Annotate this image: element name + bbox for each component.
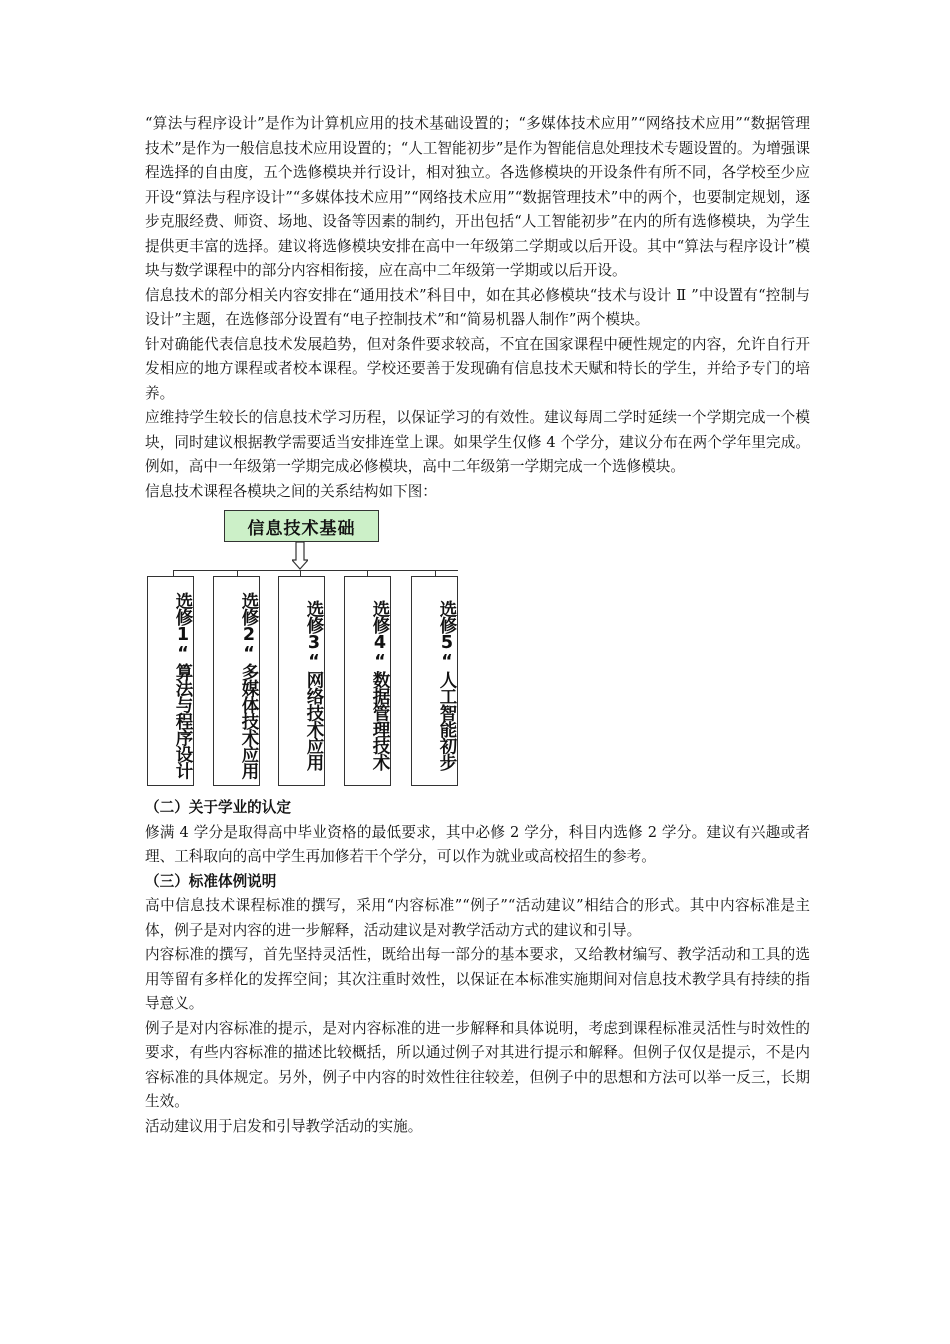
paragraph: 例子是对内容标准的提示，是对内容标准的进一步解释和具体说明，考虑到课程标准灵活性与时效性的要求，有些内容标准的描述比较概括，所以通过例子对其进行提示和解释。但例子仅仅是提示，不是内容标准的具体规定。另外，例子中内容的时效性往往较差，但例子中的思想和方法可以举一反三，长期生效。 — [145, 1019, 810, 1110]
paragraph: 信息技术的部分相关内容安排在“通用技术”科目中，如在其必修模块“技术与设计 Ⅱ ”中设置有“控制与设计”主题，在选修部分设置有“电子控制技术”和“简易机器人制作”两个模块。 — [145, 286, 810, 328]
paragraph: 活动建议用于启发和引导教学活动的实施。 — [145, 1117, 423, 1135]
section-heading: （二）关于学业的认定 — [145, 799, 291, 816]
paragraph: 高中信息技术课程标准的撰写，采用“内容标准”“例子”“活动建议”相结合的形式。其中内容标准是主体，例子是对内容的进一步解释，活动建议是对教学活动方式的建议和引导。 — [145, 897, 810, 939]
module-box-elective-3: 选修3“网络技术应用 — [278, 576, 325, 786]
paragraph: 信息技术课程各模块之间的关系结构如下图： — [145, 482, 437, 500]
paragraph: 应维持学生较长的信息技术学习历程，以保证学习的有效性。建议每周二学时延续一个学期完成一个模块，同时建议根据教学需要适当安排连堂上课。如果学生仅修 4 个学分，建议分布在两个学年里完成。例如，高中一年级第一学期完成必修模块，高中二年级第一学期完成一个选修模块。 — [145, 409, 810, 475]
paragraph: 针对确能代表信息技术发展趋势，但对条件要求较高，不宜在国家课程中硬性规定的内容，允许自行开发相应的地方课程或者校本课程。学校还要善于发现确有信息技术天赋和特长的学生，并给予专门的培养。 — [145, 335, 810, 402]
down-arrow-icon — [292, 542, 308, 570]
connector-line — [173, 570, 458, 571]
paragraph: 修满 4 学分是取得高中毕业资格的最低要求，其中必修 2 学分，科目内选修 2 学分。建议有兴趣或者理、工科取向的高中学生再加修若干个学分，可以作为就业或高校招生的参考。 — [145, 823, 810, 865]
module-box-elective-5: 选修5“人工智能初步 — [411, 576, 458, 786]
diagram-root-box: 信息技术基础 — [224, 510, 379, 542]
document-page — [145, 112, 810, 1139]
paragraph: 内容标准的撰写，首先坚持灵活性，既给出每一部分的基本要求，又给教材编写、教学活动和工具的选用等留有多样化的发挥空间；其次注重时效性，以保证在本标准实施期间对信息技术教学具有持续的指导意义。 — [145, 946, 810, 1012]
module-box-elective-4: 选修4“数据管理技术 — [344, 576, 391, 786]
module-box-elective-1: 选修1“算法与程序设计 — [147, 576, 194, 786]
paragraph: “算法与程序设计”是作为计算机应用的技术基础设置的；“多媒体技术应用”“网络技术应用”“数据管理技术”是作为一般信息技术应用设置的；“人工智能初步”是作为智能信息处理技术专题设置的。为增强课程选择的自由度，五个选修模块并行设计，相对独立。各选修模块的开设条件有所不同，各学校至少应开设“算法与程序设计”“多媒体技术应用”“网络技术应用”“数据管理技术”中的两个，也要制定规划，逐步克服经费、师资、场地、设备等因素的制约，开出包括“人工智能初步”在内的所有选修模块，为学生提供更丰富的选择。建议将选修模块安排在高中一年级第二学期或以后开设。其中“算法与程序设计”模块与数学课程中的部分内容相衔接，应在高中二年级第一学期或以后开设。 — [145, 115, 810, 279]
module-structure-diagram — [145, 504, 810, 796]
module-box-elective-2: 选修2“多媒体技术应用 — [213, 576, 260, 786]
section-heading: （三）标准体例说明 — [145, 872, 277, 890]
